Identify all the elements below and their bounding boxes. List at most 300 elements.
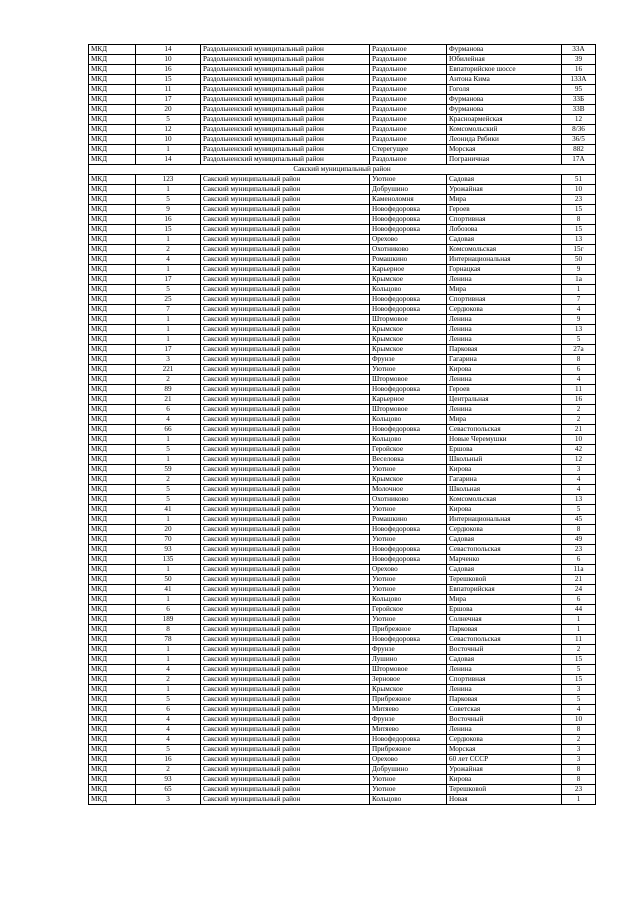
type-cell: МКД xyxy=(89,135,136,145)
type-cell: МКД xyxy=(89,735,136,745)
section-title: Сакский муниципальный район xyxy=(89,165,596,175)
district-cell: Раздольненский муниципальный район xyxy=(201,115,370,125)
house-number-cell: 44 xyxy=(562,605,596,615)
settlement-cell: Штормовое xyxy=(370,375,447,385)
district-cell: Сакский муниципальный район xyxy=(201,625,370,635)
settlement-cell: Прибрежное xyxy=(370,625,447,635)
table-row xyxy=(89,105,596,115)
house-number-cell: 23 xyxy=(562,545,596,555)
count-cell: 89 xyxy=(136,385,201,395)
type-cell: МКД xyxy=(89,395,136,405)
table-row xyxy=(89,515,596,525)
type-cell: МКД xyxy=(89,795,136,805)
district-cell: Сакский муниципальный район xyxy=(201,395,370,405)
count-cell: 5 xyxy=(136,115,201,125)
type-cell: МКД xyxy=(89,115,136,125)
type-cell: МКД xyxy=(89,595,136,605)
house-number-cell: 5 xyxy=(562,335,596,345)
settlement-cell: Уютное xyxy=(370,505,447,515)
count-cell: 50 xyxy=(136,575,201,585)
district-cell: Сакский муниципальный район xyxy=(201,735,370,745)
house-number-cell: 11а xyxy=(562,565,596,575)
table-row xyxy=(89,55,596,65)
count-cell: 1 xyxy=(136,235,201,245)
house-number-cell: 2 xyxy=(562,735,596,745)
count-cell: 14 xyxy=(136,155,201,165)
type-cell: МКД xyxy=(89,355,136,365)
table-row xyxy=(89,435,596,445)
settlement-cell: Штормовое xyxy=(370,665,447,675)
count-cell: 1 xyxy=(136,185,201,195)
table-row xyxy=(89,275,596,285)
street-cell: Терешковой xyxy=(447,785,562,795)
settlement-cell: Орехово xyxy=(370,565,447,575)
house-number-cell: 3 xyxy=(562,685,596,695)
house-number-cell: 8 xyxy=(562,525,596,535)
table-row xyxy=(89,685,596,695)
district-cell: Сакский муниципальный район xyxy=(201,325,370,335)
district-cell: Сакский муниципальный район xyxy=(201,655,370,665)
count-cell: 4 xyxy=(136,415,201,425)
house-number-cell: 10 xyxy=(562,185,596,195)
district-cell: Сакский муниципальный район xyxy=(201,425,370,435)
street-cell: Ленина xyxy=(447,335,562,345)
district-cell: Сакский муниципальный район xyxy=(201,175,370,185)
district-cell: Раздольненский муниципальный район xyxy=(201,145,370,155)
count-cell: 16 xyxy=(136,65,201,75)
table-row xyxy=(89,565,596,575)
settlement-cell: Карьерное xyxy=(370,395,447,405)
type-cell: МКД xyxy=(89,755,136,765)
district-cell: Сакский муниципальный район xyxy=(201,715,370,725)
district-cell: Сакский муниципальный район xyxy=(201,545,370,555)
settlement-cell: Штормовое xyxy=(370,405,447,415)
house-number-cell: 1 xyxy=(562,795,596,805)
street-cell: Центральная xyxy=(447,395,562,405)
table-row xyxy=(89,625,596,635)
house-number-cell: 17А xyxy=(562,155,596,165)
house-number-cell: 9 xyxy=(562,265,596,275)
street-cell: Мира xyxy=(447,195,562,205)
type-cell: МКД xyxy=(89,105,136,115)
count-cell: 1 xyxy=(136,645,201,655)
house-number-cell: 42 xyxy=(562,445,596,455)
house-number-cell: 11 xyxy=(562,635,596,645)
table-row xyxy=(89,145,596,155)
table-row xyxy=(89,655,596,665)
house-number-cell: 51 xyxy=(562,175,596,185)
settlement-cell: Кольцово xyxy=(370,795,447,805)
table-row xyxy=(89,385,596,395)
house-number-cell: 15 xyxy=(562,655,596,665)
district-cell: Сакский муниципальный район xyxy=(201,585,370,595)
settlement-cell: Прибрежное xyxy=(370,695,447,705)
house-number-cell: 45 xyxy=(562,515,596,525)
street-cell: Ленина xyxy=(447,665,562,675)
house-number-cell: 8 xyxy=(562,215,596,225)
street-cell: Мира xyxy=(447,595,562,605)
settlement-cell: Новофедоровка xyxy=(370,555,447,565)
type-cell: МКД xyxy=(89,215,136,225)
count-cell: 25 xyxy=(136,295,201,305)
street-cell: Школьный xyxy=(447,455,562,465)
table-row xyxy=(89,245,596,255)
count-cell: 10 xyxy=(136,135,201,145)
count-cell: 59 xyxy=(136,465,201,475)
type-cell: МКД xyxy=(89,385,136,395)
table-row xyxy=(89,85,596,95)
house-number-cell: 7 xyxy=(562,295,596,305)
type-cell: МКД xyxy=(89,245,136,255)
settlement-cell: Фрунзе xyxy=(370,355,447,365)
type-cell: МКД xyxy=(89,405,136,415)
house-number-cell: 1 xyxy=(562,615,596,625)
table-row xyxy=(89,615,596,625)
count-cell: 4 xyxy=(136,735,201,745)
table-row xyxy=(89,585,596,595)
district-cell: Сакский муниципальный район xyxy=(201,365,370,375)
settlement-cell: Уютное xyxy=(370,535,447,545)
count-cell: 1 xyxy=(136,325,201,335)
house-number-cell: 11 xyxy=(562,385,596,395)
street-cell: Парковая xyxy=(447,345,562,355)
district-cell: Сакский муниципальный район xyxy=(201,255,370,265)
table-row xyxy=(89,205,596,215)
district-cell: Сакский муниципальный район xyxy=(201,525,370,535)
district-cell: Сакский муниципальный район xyxy=(201,535,370,545)
settlement-cell: Ромашкино xyxy=(370,515,447,525)
type-cell: МКД xyxy=(89,265,136,275)
district-cell: Сакский муниципальный район xyxy=(201,245,370,255)
type-cell: МКД xyxy=(89,665,136,675)
type-cell: МКД xyxy=(89,535,136,545)
table-row xyxy=(89,175,596,185)
settlement-cell: Фрунзе xyxy=(370,645,447,655)
count-cell: 123 xyxy=(136,175,201,185)
district-cell: Сакский муниципальный район xyxy=(201,305,370,315)
settlement-cell: Новофедоровка xyxy=(370,525,447,535)
district-cell: Сакский муниципальный район xyxy=(201,225,370,235)
street-cell: Гоголя xyxy=(447,85,562,95)
table-row xyxy=(89,255,596,265)
settlement-cell: Крымское xyxy=(370,335,447,345)
house-number-cell: 24 xyxy=(562,585,596,595)
street-cell: Сердюкова xyxy=(447,525,562,535)
settlement-cell: Уютное xyxy=(370,175,447,185)
settlement-cell: Крымское xyxy=(370,475,447,485)
count-cell: 4 xyxy=(136,725,201,735)
street-cell: Пограничная xyxy=(447,155,562,165)
settlement-cell: Уютное xyxy=(370,785,447,795)
table-row xyxy=(89,315,596,325)
type-cell: МКД xyxy=(89,125,136,135)
table-row xyxy=(89,195,596,205)
house-number-cell: 4 xyxy=(562,375,596,385)
type-cell: МКД xyxy=(89,625,136,635)
type-cell: МКД xyxy=(89,365,136,375)
type-cell: МКД xyxy=(89,95,136,105)
count-cell: 221 xyxy=(136,365,201,375)
table-row xyxy=(89,425,596,435)
settlement-cell: Раздольное xyxy=(370,75,447,85)
street-cell: Фурманова xyxy=(447,45,562,55)
street-cell: Спортивная xyxy=(447,675,562,685)
table-row xyxy=(89,785,596,795)
street-cell: Морская xyxy=(447,145,562,155)
count-cell: 1 xyxy=(136,565,201,575)
house-number-cell: 4 xyxy=(562,485,596,495)
type-cell: МКД xyxy=(89,475,136,485)
count-cell: 10 xyxy=(136,55,201,65)
district-cell: Сакский муниципальный район xyxy=(201,275,370,285)
house-number-cell: 6 xyxy=(562,595,596,605)
count-cell: 12 xyxy=(136,125,201,135)
district-cell: Сакский муниципальный район xyxy=(201,205,370,215)
house-number-cell: 15г xyxy=(562,245,596,255)
street-cell: Садовая xyxy=(447,175,562,185)
street-cell: Ленина xyxy=(447,685,562,695)
street-cell: Красноармейская xyxy=(447,115,562,125)
district-cell: Сакский муниципальный район xyxy=(201,695,370,705)
table-row xyxy=(89,575,596,585)
street-cell: Морская xyxy=(447,745,562,755)
count-cell: 20 xyxy=(136,525,201,535)
house-number-cell: 5 xyxy=(562,505,596,515)
type-cell: МКД xyxy=(89,185,136,195)
street-cell: Гагарина xyxy=(447,355,562,365)
table-row xyxy=(89,765,596,775)
table-row xyxy=(89,445,596,455)
settlement-cell: Раздольное xyxy=(370,65,447,75)
count-cell: 4 xyxy=(136,255,201,265)
settlement-cell: Раздольное xyxy=(370,155,447,165)
district-cell: Сакский муниципальный район xyxy=(201,415,370,425)
count-cell: 14 xyxy=(136,45,201,55)
street-cell: Ершова xyxy=(447,445,562,455)
street-cell: Севастопольская xyxy=(447,425,562,435)
settlement-cell: Раздольное xyxy=(370,135,447,145)
district-cell: Сакский муниципальный район xyxy=(201,455,370,465)
street-cell: Горнацкая xyxy=(447,265,562,275)
type-cell: МКД xyxy=(89,485,136,495)
table-row xyxy=(89,495,596,505)
street-cell: Мира xyxy=(447,285,562,295)
district-cell: Сакский муниципальный район xyxy=(201,265,370,275)
street-cell: Евпаторийская xyxy=(447,585,562,595)
type-cell: МКД xyxy=(89,655,136,665)
district-cell: Раздольненский муниципальный район xyxy=(201,155,370,165)
settlement-cell: Раздольное xyxy=(370,105,447,115)
type-cell: МКД xyxy=(89,645,136,655)
district-cell: Сакский муниципальный район xyxy=(201,745,370,755)
table-row xyxy=(89,395,596,405)
street-cell: Ленина xyxy=(447,405,562,415)
street-cell: Спортивная xyxy=(447,295,562,305)
district-cell: Сакский муниципальный район xyxy=(201,465,370,475)
street-cell: Садовая xyxy=(447,565,562,575)
count-cell: 17 xyxy=(136,95,201,105)
street-cell: Садовая xyxy=(447,235,562,245)
street-cell: Севастопольская xyxy=(447,635,562,645)
settlement-cell: Раздольное xyxy=(370,125,447,135)
count-cell: 2 xyxy=(136,765,201,775)
street-cell: Ленина xyxy=(447,725,562,735)
count-cell: 5 xyxy=(136,485,201,495)
table-row xyxy=(89,45,596,55)
district-cell: Сакский муниципальный район xyxy=(201,375,370,385)
count-cell: 5 xyxy=(136,695,201,705)
table-row xyxy=(89,75,596,85)
type-cell: МКД xyxy=(89,715,136,725)
table-row xyxy=(89,305,596,315)
table-row xyxy=(89,365,596,375)
district-cell: Сакский муниципальный район xyxy=(201,795,370,805)
street-cell: Урожайная xyxy=(447,765,562,775)
street-cell: Антона Кима xyxy=(447,75,562,85)
table-row xyxy=(89,595,596,605)
table-row xyxy=(89,405,596,415)
district-cell: Сакский муниципальный район xyxy=(201,565,370,575)
type-cell: МКД xyxy=(89,275,136,285)
table-body xyxy=(89,45,596,805)
house-number-cell: 4 xyxy=(562,305,596,315)
table-row xyxy=(89,715,596,725)
count-cell: 1 xyxy=(136,515,201,525)
table-row xyxy=(89,675,596,685)
type-cell: МКД xyxy=(89,635,136,645)
district-cell: Сакский муниципальный район xyxy=(201,785,370,795)
table-row xyxy=(89,215,596,225)
table-row xyxy=(89,285,596,295)
type-cell: МКД xyxy=(89,785,136,795)
street-cell: Ершова xyxy=(447,605,562,615)
type-cell: МКД xyxy=(89,425,136,435)
house-number-cell: 2 xyxy=(562,645,596,655)
house-number-cell: 36/5 xyxy=(562,135,596,145)
settlement-cell: Добрушино xyxy=(370,765,447,775)
table-row xyxy=(89,375,596,385)
district-cell: Раздольненский муниципальный район xyxy=(201,75,370,85)
house-number-cell: 33Б xyxy=(562,95,596,105)
type-cell: МКД xyxy=(89,465,136,475)
settlement-cell: Митяево xyxy=(370,705,447,715)
street-cell: Героев xyxy=(447,205,562,215)
type-cell: МКД xyxy=(89,415,136,425)
settlement-cell: Уютное xyxy=(370,465,447,475)
settlement-cell: Раздольное xyxy=(370,85,447,95)
count-cell: 7 xyxy=(136,305,201,315)
table-row xyxy=(89,695,596,705)
table-row xyxy=(89,735,596,745)
settlement-cell: Каменоломня xyxy=(370,195,447,205)
table-row xyxy=(89,415,596,425)
count-cell: 135 xyxy=(136,555,201,565)
house-number-cell: 882 xyxy=(562,145,596,155)
table-row xyxy=(89,335,596,345)
house-number-cell: 23 xyxy=(562,195,596,205)
table-row xyxy=(89,295,596,305)
settlement-cell: Новофедоровка xyxy=(370,305,447,315)
table-row xyxy=(89,635,596,645)
count-cell: 1 xyxy=(136,595,201,605)
district-cell: Сакский муниципальный район xyxy=(201,595,370,605)
type-cell: МКД xyxy=(89,615,136,625)
table-row xyxy=(89,235,596,245)
count-cell: 6 xyxy=(136,605,201,615)
count-cell: 6 xyxy=(136,405,201,415)
table-row xyxy=(89,545,596,555)
settlement-cell: Новофедоровка xyxy=(370,295,447,305)
count-cell: 17 xyxy=(136,345,201,355)
house-number-cell: 15 xyxy=(562,225,596,235)
district-cell: Сакский муниципальный район xyxy=(201,635,370,645)
district-cell: Сакский муниципальный район xyxy=(201,285,370,295)
count-cell: 2 xyxy=(136,475,201,485)
street-cell: Кирова xyxy=(447,465,562,475)
district-cell: Сакский муниципальный район xyxy=(201,355,370,365)
type-cell: МКД xyxy=(89,225,136,235)
house-number-cell: 33В xyxy=(562,105,596,115)
type-cell: МКД xyxy=(89,565,136,575)
settlement-cell: Кольцово xyxy=(370,435,447,445)
district-cell: Сакский муниципальный район xyxy=(201,345,370,355)
street-cell: Сердюкова xyxy=(447,305,562,315)
district-cell: Сакский муниципальный район xyxy=(201,685,370,695)
table-row xyxy=(89,485,596,495)
table-row xyxy=(89,755,596,765)
house-number-cell: 3 xyxy=(562,465,596,475)
settlement-cell: Крымское xyxy=(370,345,447,355)
district-cell: Сакский муниципальный район xyxy=(201,675,370,685)
house-number-cell: 21 xyxy=(562,425,596,435)
district-cell: Сакский муниципальный район xyxy=(201,495,370,505)
type-cell: МКД xyxy=(89,195,136,205)
count-cell: 3 xyxy=(136,795,201,805)
settlement-cell: Зерновое xyxy=(370,675,447,685)
settlement-cell: Штормовое xyxy=(370,315,447,325)
settlement-cell: Добрушино xyxy=(370,185,447,195)
district-cell: Сакский муниципальный район xyxy=(201,335,370,345)
house-number-cell: 6 xyxy=(562,555,596,565)
district-cell: Раздольненский муниципальный район xyxy=(201,45,370,55)
settlement-cell: Крымское xyxy=(370,325,447,335)
count-cell: 11 xyxy=(136,85,201,95)
street-cell: Новые Черемушки xyxy=(447,435,562,445)
street-cell: Ленина xyxy=(447,375,562,385)
count-cell: 17 xyxy=(136,275,201,285)
house-number-cell: 1 xyxy=(562,285,596,295)
type-cell: МКД xyxy=(89,585,136,595)
street-cell: Мира xyxy=(447,415,562,425)
street-cell: Сердюкова xyxy=(447,735,562,745)
district-cell: Раздольненский муниципальный район xyxy=(201,55,370,65)
settlement-cell: Раздольное xyxy=(370,115,447,125)
count-cell: 15 xyxy=(136,75,201,85)
count-cell: 1 xyxy=(136,145,201,155)
type-cell: МКД xyxy=(89,295,136,305)
type-cell: МКД xyxy=(89,65,136,75)
table-row xyxy=(89,135,596,145)
house-number-cell: 15 xyxy=(562,675,596,685)
settlement-cell: Крымское xyxy=(370,685,447,695)
street-cell: Евпаторийское шоссе xyxy=(447,65,562,75)
count-cell: 4 xyxy=(136,665,201,675)
settlement-cell: Ромашкино xyxy=(370,255,447,265)
house-number-cell: 5 xyxy=(562,695,596,705)
settlement-cell: Крымское xyxy=(370,275,447,285)
count-cell: 66 xyxy=(136,425,201,435)
count-cell: 189 xyxy=(136,615,201,625)
